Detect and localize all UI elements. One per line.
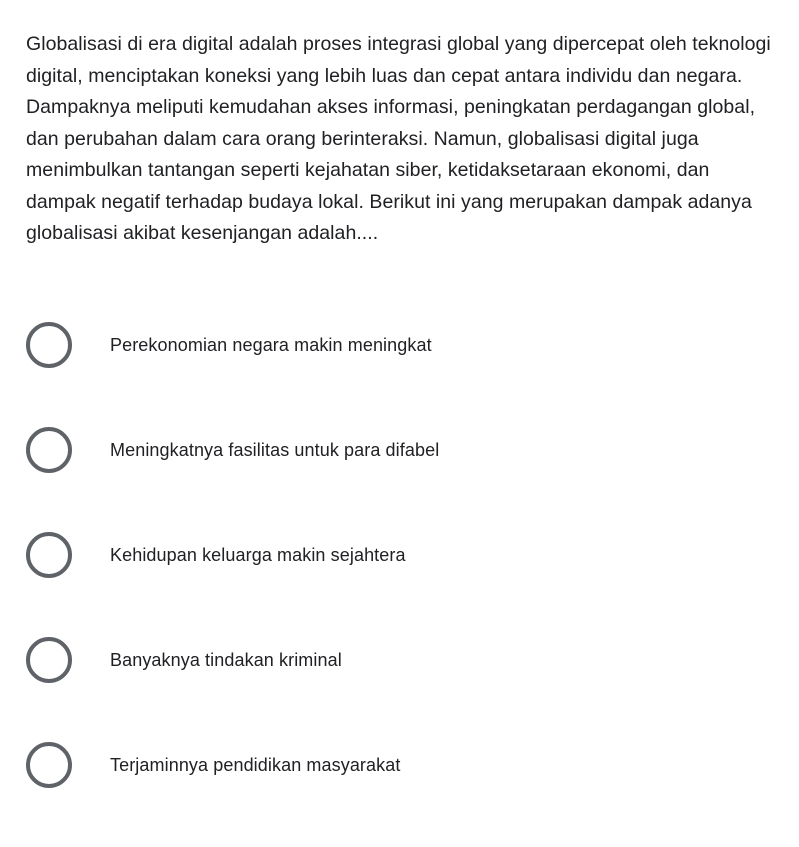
option-label: Perekonomian negara makin meningkat	[110, 334, 432, 355]
option-e[interactable]	[26, 738, 766, 792]
option-label: Meningkatnya fasilitas untuk para difabel	[110, 439, 440, 460]
option-d[interactable]	[26, 633, 766, 687]
option-a[interactable]	[26, 318, 766, 372]
option-label: Terjaminnya pendidikan masyarakat	[110, 754, 401, 775]
option-label: Banyaknya tindakan kriminal	[110, 649, 342, 670]
radio-button-icon[interactable]	[26, 427, 72, 473]
question-text: Globalisasi di era digital adalah proses integrasi global yang dipercepat oleh teknologi digital, menciptakan koneksi yang lebih luas dan cepat antara individu dan negara. Dampaknya meliputi kemudahan akses informasi, peningkatan perdagangan global, dan perubahan dalam cara orang berinteraksi. Namun, globalisasi digital juga menimbulkan tantangan seperti kejahatan siber, ketidaksetaraan ekonomi, dan dampak negatif terhadap budaya lokal. Berikut ini yang merupakan dampak adanya globalisasi akibat kesenjangan adalah....	[26, 33, 771, 244]
option-label: Kehidupan keluarga makin sejahtera	[110, 544, 406, 565]
radio-button-icon[interactable]	[26, 532, 72, 578]
option-b[interactable]	[26, 423, 766, 477]
radio-button-icon[interactable]	[26, 742, 72, 788]
radio-button-icon[interactable]	[26, 637, 72, 683]
radio-button-icon[interactable]	[26, 322, 72, 368]
option-c[interactable]	[26, 528, 766, 582]
